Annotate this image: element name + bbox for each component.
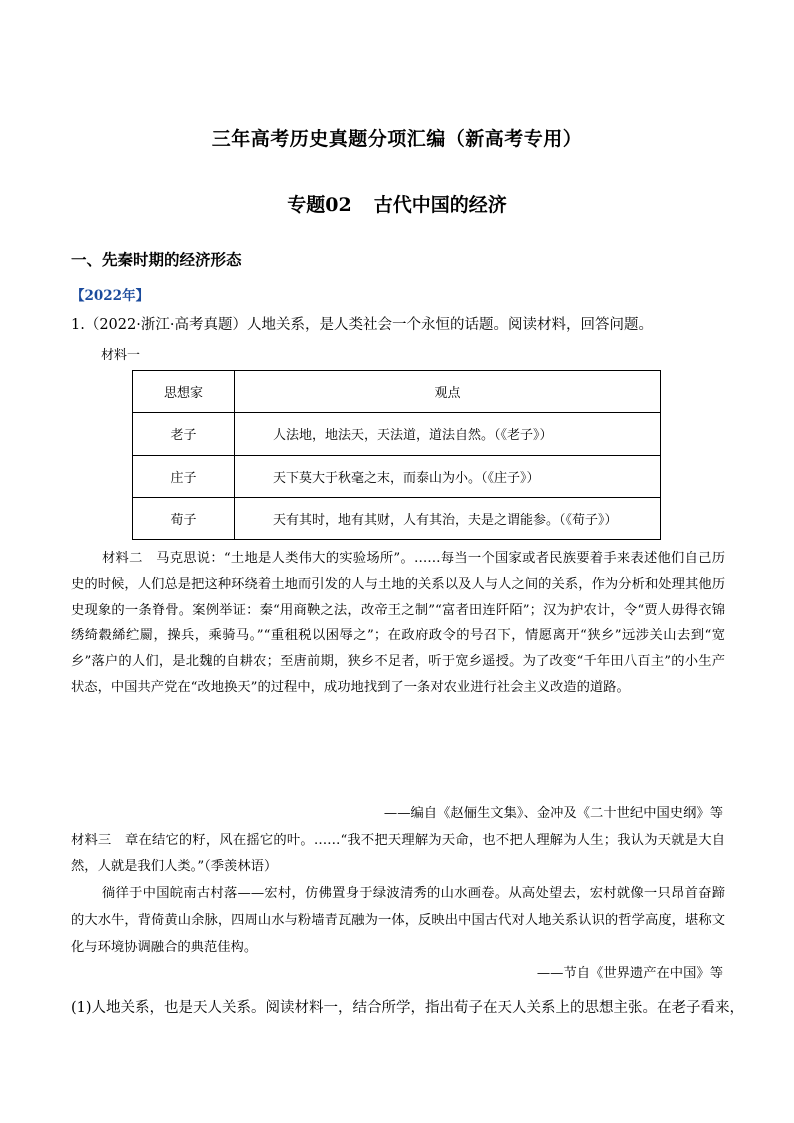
material2-paragraph: 材料二 马克思说：“土地是人类伟大的实验场所”。……每当一个国家或者民族要着手来表述他们自己历史的时候，人们总是把这种环绕着土地而引发的人与土地的关系以及人与人之间的关系，作为分析和处理其他历史现象的一条脊骨。案例举证：秦“用商鞅之法，改帝王之制”“富者田连阡陌”；汉为护农计，令“贾人毋得衣锦绣绮縠絺纻罽，操兵，乘骑马。”“重租税以困辱之”；在政府政令的号召下，情愿离开“狭乡”远涉关山去到“宽乡”落户的人们，是北魏的自耕农；至唐前期，狭乡不足者，听于宽乡遥授。为了改变“千年田八百主”的小生产状态，中国共产党在“改地换天”的过程中，成功地找到了一条对农业进行社会主义改造的道路。 [71, 551, 725, 695]
view-cell: 天有其时，地有其财，人有其治，夫是之谓能参。（《荀子》） [235, 497, 661, 539]
year-tag: 【2022年】 [71, 288, 150, 304]
material3-source: ——节自《世界遗产在中国》等 [536, 966, 723, 981]
table-row [133, 497, 661, 539]
thinker-cell: 荀子 [133, 497, 235, 539]
thinkers-table [132, 370, 661, 540]
thinker-cell: 庄子 [133, 455, 235, 497]
table-row [133, 413, 661, 455]
question-stem: 1.（2022·浙江·高考真题）人地关系，是人类社会一个永恒的话题。阅读材料，回答问题。 [71, 317, 653, 333]
material3-paragraph: 材料三 章在结它的籽，风在摇它的叶。……“我不把天理解为天命，也不把人理解为人生；我认为天就是大自然，人就是我们人类。”（季羡林语） [71, 833, 725, 874]
table-header-view: 观点 [235, 371, 661, 413]
topic-name: 古代中国的经济 [373, 194, 507, 216]
table-row [133, 455, 661, 497]
topic-title [0, 190, 794, 217]
material2-source: ——编自《赵俪生文集》、金冲及《二十世纪中国史纲》等 [383, 806, 723, 821]
table-header-thinker: 思想家 [133, 371, 235, 413]
material3-paragraph-2: 徜徉于中国皖南古村落——宏村，仿佛置身于绿波清秀的山水画卷。从高处望去，宏村就像一只昂首奋蹄的大水牛，背倚黄山余脉，四周山水与粉墙青瓦融为一体，反映出中国古代对人地关系认识的哲学高度，堪称文化与环境协调融合的典范佳构。 [71, 886, 725, 955]
table-header-row [133, 371, 661, 413]
thinker-cell: 老子 [133, 413, 235, 455]
view-cell: 人法地，地法天，天法道，道法自然。（《老子》） [235, 413, 661, 455]
main-title: 三年高考历史真题分项汇编（新高考专用） [211, 128, 583, 150]
section-heading: 一、先秦时期的经济形态 [71, 250, 242, 269]
view-cell: 天下莫大于秋毫之末，而泰山为小。（《庄子》） [235, 455, 661, 497]
topic-number: 专题02 [287, 194, 352, 216]
sub-question-1: (1)人地关系，也是天人关系。阅读材料一，结合所学，指出荀子在天人关系上的思想主张。在老子看来， [71, 1000, 745, 1016]
material1-label: 材料一 [101, 348, 141, 363]
